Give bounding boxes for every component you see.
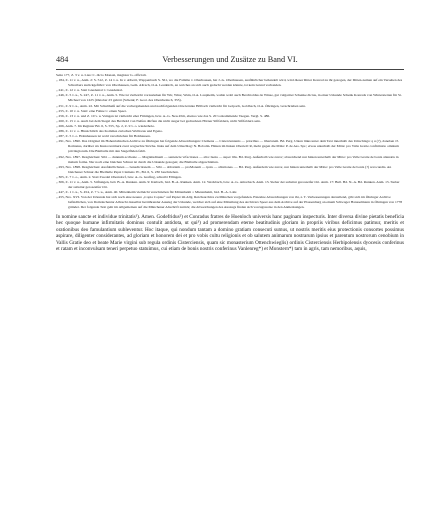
correction-note: „ 305, Z. 7 v. o., Anm. 2. Statt Zwedel Oberndorf, bzw. A.-G. Grefing, schreibt Ellingen. (56, 174, 182, 179)
correction-note: Seite 177, Z. 3 v. u. Lies: C. dicto Monasi, magister G. officiali. (56, 73, 147, 77)
charter-text: In nomine sancte et individue trinitatis¹). Amen. Godefridus²) et Conradus fratres de Hoenloch universis hanc paginam inspecturis. Inter diversa divine pietatis beneficia hec quoque humane infirmitatis dominus contulit antidota, ut qui³) ad promerendam eterne beatitudinis gloriam in propriis viribus deficimus patimur, meritis et orationibus deo famulantium subleventur. Hoc itaque, qui nondum tantam a domino gratiam consecuti sumus, ut nostris meritis eius protectionis consortes possimus aspirare, diligenter considerantes, ad gloriam et honorem dei et pro vobis cultu religionis et ob salutem animarum nostrarum ipsius et parentum nostrorum cenobium in Vallis Gratie deo et beate Marie virgini sub regula ordinis Cisterciensis, quam sic monasterium Ottenchwieglis) ordinis Cisterciensis Herbipolensis dyocesis conferinus et ratam et inconvulsam teneri perpetuo statuimus, cui etiam de bonis nostris conferinus Vanlenreg*) et Monstern*) tam in agris, tam nemoribus, aquis, (56, 213, 404, 253)
correction-note: „ 260, Z. 15 v. u. Auch bei dem Siegel des Berthold von Neifen dürften die nicht sieger bei gedruckten Hörner Siftfeldern, nicht Siftfeldern sein. (56, 118, 261, 123)
correction-note: „ 292, Nro. 1897. Desgleichen: Sibi — dunnum eccliesie — Magnitudinem — sentencie vrfactiones — alia: Isens — super libs. Bd. Perg. Außerhalb wie zuvor; abweichend nur hinten unterhalb der Mitte: pro Valle Gratie de bonis alienatis in malum forma. Nur noch eine bleichen Schnur ist durch die Urkunde gezogen; die Bleibulle abgeschnitten. (56, 154, 399, 164)
correction-note: „ 241, Z. 12 v. u. Statt Gnadental l.: Gnadental. (56, 88, 123, 93)
correction-note: „ 251, Z. 9 v. u., Anm. 22. Mit Schultheiß auf die vorhergehenden und nachfolgenden Orte könnte Hölbach vielleicht für Golpach, Goldbach, O.A. Öhringen, verschrieben sein. (56, 103, 306, 108)
correction-note: „ 184, Z. 11 v. u., Anm. 2: S. 512, Z. 14 v. u. In v. Alberti, Wappenbuch S. 561, wo die Familie v. Oberhausen, hat J.-G. Oberhausen, ausführlicher behandelt wird, wird dieser Ritter Konrad zu ihr gezogen, der Ditten-namen auf ein Versehen des Schreibers zurückgeführt: von Oberhausen, Gem. Altrach, O.A. Leutkirch, an welches an sich auch gedacht werden könnte, ist kein Grund vorhanden. (56, 78, 403, 88)
correction-note: „ 293, Nro. 1898. Desgleichen: Ausfahrtlichsten — benedictionem — Sibi — abbatiam — proMonem — ipsis — ablationes. — Bd. Perg. Außerdem wie zuvor, nur hinten unterhalb der Mitte: pro Valle Gratie de bonis (?) revocandis. An bleichener Schnur die Bleibulle Papst Clemens IV., Bd. 6, S. 230 beschrieben. (56, 164, 392, 174)
page-header (56, 55, 404, 67)
correction-note: „ 306, Z. 11 v. u., Anm. 5. Stiftungen, bzd. B.-A. Runken. Anm. 9: Kiebach, bzd. B.-A. Runken. Anm. 12. Weckbach, bzw. A.-G. Amorbach. Anm. 13. Sieber der subsitur geroszeifer Ort. Anm. 17: Bull. Bd. N.-A. Bd. Runken. Anm. 15. Sieber der subsitur geroszeifer Ort. (56, 179, 400, 190)
document-page (56, 55, 404, 253)
correction-note: „ 256, Z. 13 v. u. und Z. 10 v. u. Vaingen ist vielleicht eher Fimingen, bzw. A.-G. Neu-Ulm, ebenso wie das S. 20 vorkommende Vaegen. Vergl. S. 486. (56, 113, 271, 118)
corrections-list (56, 73, 404, 211)
running-head: Verbesserungen und Zusätze zu Band VI. (162, 55, 298, 64)
page-number: 484 (56, 55, 69, 64)
correction-note: „ 455, Nro. XVI. Von der Urkunde hat sich noch eine neuere „Copia Copiae“ auf Papier im Allg. Reichsarchive zu München vorgefunden. Einzelne Abweichungen von ihr, z. T. Verbesserungen darstellend, gibt sich im Öhringer Archive befindlichen, von Domdechantar Albrecht dasselbst herrührender Auszug der Urkunde, welcher sich auf eine Mitteilung des Archivars Speer aus dem Archive auf der Plassenburg an einem Schwager Hansselmann in Öhringen von 1778 gründet. Der folgende Text geht im Allgemeinen auf die Münchener Abschrift zurück; die Abweichungen des Auszugs finden sich vorzugsweise in den Anmerkungen. (56, 195, 403, 210)
header-rule (56, 69, 404, 70)
correction-note: „ 447, Z. 1 v. u., S. 454, Z. 7 v. u., Anm. 40. Mittenheim vielleicht verschrieben für Mittenheim = Mietenheim, bzd. B.-A. Lohr. (56, 190, 238, 195)
correction-note: „ 255, Z. 10 v. u. Statt: eine Fahne l.: einen Speer. (56, 108, 127, 113)
correction-note: „ 246, Z. 5 v. u., S. 247, Z. 11 v. u., Anm. 5. Wie ist vielleicht vorzuziehen für Wir, Winz, Wain, O.A. Laupheim, wohin wohl auch Berchtoldus de Winse, gut vulgariter Schenke dictus, in einer Urkunde Schenk Konrads von Winterstetten für St. Michael von 1225 (Oktober 23 gehört (Schenk; F. Geol. des Oberrheins 6, 355). (56, 93, 402, 103)
correction-note: „ 287, Z. 5 v. o. Hohnhausen ist wohl verschrieben für Hohhausen. (56, 134, 151, 139)
correction-note: „ 286, Z. 11 v. o. Hinsichtlich des Kommas zwischen Walltorus und Egeno. (56, 129, 163, 134)
correction-note: „ 266, Anm. 7. Im Register Bd. 6, S. 555, Sp. 2, Z. 9 v. o. wiederhole. (56, 123, 155, 128)
correction-note: „ 291, Nro. 1890. Das Original im Hohenlohischen Archive zu Öhringen hat folgende Abweichungen: Clemens — Cistercientenis — prioribus — libertatem. Bd. Perg. Unten links unter dem Text innerhalb des Umschlags: q u (?), daneben JJ. Romanus, darüber als Kustosvermerk zwei wagrechte Striche. links auf dem Umschlag: N. Bobolin. Hinten im linken Oberteil: R, mehr gegen die Mitte: P. de Ass. Spr.; etwas unterhalb der Mitte: pro Valle Gratie confirmatio omnium privilegiorum. Die Bleibulle mit den Siegelfäden fehlt. (56, 139, 399, 154)
